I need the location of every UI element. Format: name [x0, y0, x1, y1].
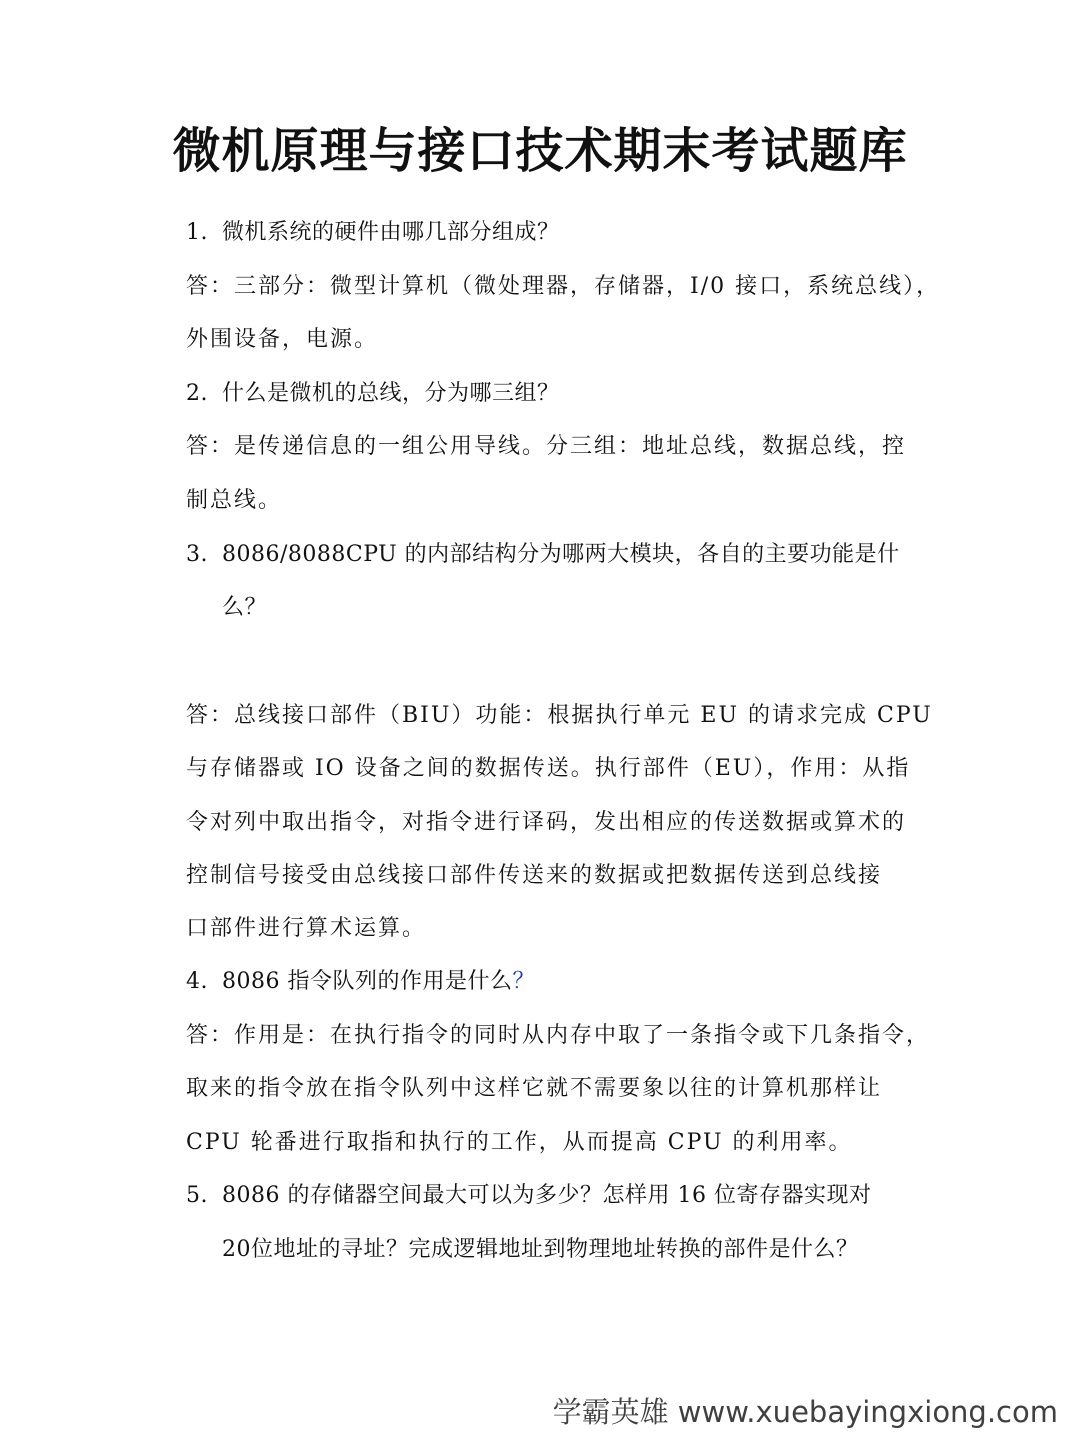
answer-4-line-2: 取来的指令放在指令队列中这样它就不需要象以往的计算机那样让: [186, 1076, 883, 1101]
answer-4-line-1: 答：作用是：在执行指令的同时从内存中取了一条指令或下几条指令，: [186, 1023, 931, 1048]
answer-3-line-1: 答：总线接口部件（BIU）功能：根据执行单元 EU 的请求完成 CPU: [186, 703, 933, 728]
page-title: 微机原理与接口技术期末考试题库: [172, 123, 908, 179]
question-2: [186, 379, 560, 409]
question-2-number: 2.: [186, 381, 208, 406]
question-4-text: 8086 指令队列的作用是什么: [222, 969, 513, 994]
question-5: [186, 1181, 871, 1211]
question-1-text: 微机系统的硬件由哪几部分组成？: [222, 220, 560, 245]
question-1-number: 1.: [186, 220, 208, 245]
answer-1-line-1: 答：三部分：微型计算机（微处理器，存储器，I/0 接口，系统总线），: [186, 274, 941, 299]
question-4-mark: ？: [512, 969, 535, 994]
question-5-text-line-1: 8086 的存储器空间最大可以为多少？怎样用 16 位寄存器实现对: [222, 1183, 872, 1208]
question-5-number: 5.: [186, 1183, 208, 1208]
question-3-text-line-2: 么？: [222, 595, 268, 620]
answer-3-line-3: 令对列中取出指令，对指令进行译码，发出相应的传送数据或算术的: [186, 810, 907, 835]
answer-2-line-1: 答：是传递信息的一组公用导线。分三组：地址总线，数据总线，控: [186, 434, 907, 459]
question-3-number: 3.: [186, 542, 208, 567]
question-3: [186, 540, 900, 570]
question-3-text-line-1: 8086/8088CPU 的内部结构分为哪两大模块，各自的主要功能是什: [222, 542, 900, 567]
question-5-text-line-2: 20位地址的寻址？完成逻辑地址到物理地址转换的部件是什么？: [222, 1237, 859, 1262]
answer-2-line-2: 制总线。: [186, 488, 283, 513]
answer-3-line-5: 口部件进行算术运算。: [186, 916, 427, 941]
answer-3-line-4: 控制信号接受由总线接口部件传送来的数据或把数据传送到总线接: [186, 863, 883, 888]
answer-1-line-2: 外围设备，电源。: [186, 327, 379, 352]
question-4-number: 4.: [186, 969, 208, 994]
answer-3-line-2: 与存储器或 IO 设备之间的数据传送。执行部件（EU），作用：从指: [186, 756, 911, 781]
answer-4-line-3: CPU 轮番进行取指和执行的工作，从而提高 CPU 的利用率。: [186, 1130, 853, 1155]
watermark-footer: 学霸英雄 www.xuebayingxiong.com: [552, 1395, 1058, 1429]
question-1: [186, 218, 560, 248]
question-2-text: 什么是微机的总线，分为哪三组？: [222, 381, 560, 406]
question-4: [186, 967, 535, 997]
